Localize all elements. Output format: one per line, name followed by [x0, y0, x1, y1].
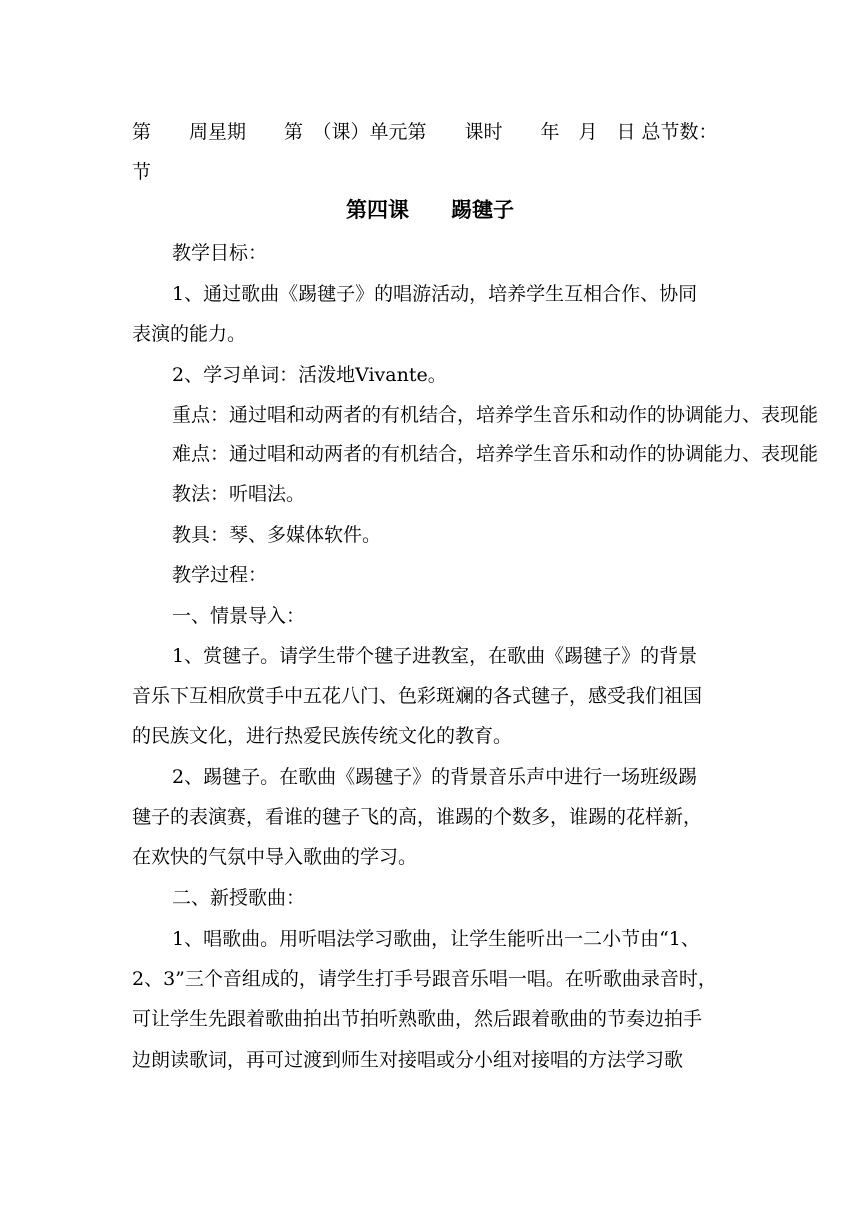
lesson-header-continued: 节 [132, 161, 152, 183]
section-1-paragraph-1-line-3: 的民族文化，进行热爱民族传统文化的教育。 [132, 725, 513, 747]
difficulty: 难点：通过唱和动两者的有机结合，培养学生音乐和动作的协调能力、表现能 [172, 443, 819, 465]
teaching-tools: 教具：琴、多媒体软件。 [172, 524, 382, 546]
section-2-paragraph-1-line-4: 边朗读歌词，再可过渡到师生对接唱或分小组对接唱的方法学习歌 [132, 1049, 684, 1071]
goals-heading: 教学目标： [172, 242, 268, 264]
key-point: 重点：通过唱和动两者的有机结合，培养学生音乐和动作的协调能力、表现能 [172, 404, 819, 426]
goal-1-line-1: 1、通过歌曲《踢毽子》的唱游活动，培养学生互相合作、协同 [172, 283, 698, 305]
goal-1-line-2: 表演的能力。 [132, 323, 247, 345]
goal-2: 2、学习单词：活泼地Vivante。 [172, 364, 447, 386]
lesson-title: 第四课 踢毽子 [346, 198, 514, 222]
section-1-paragraph-1-line-2: 音乐下互相欣赏手中五花八门、色彩斑斓的各式毽子，感受我们祖国 [132, 685, 703, 707]
teaching-method: 教法：听唱法。 [172, 483, 306, 505]
section-1-paragraph-2-line-1: 2、踢毽子。在歌曲《踢毽子》的背景音乐声中进行一场班级踢 [172, 766, 698, 788]
section-2-heading: 二、新授歌曲： [172, 887, 306, 909]
section-1-paragraph-1-line-1: 1、赏毽子。请学生带个毽子进教室，在歌曲《踢毽子》的背景 [172, 645, 698, 667]
section-2-paragraph-1-line-1: 1、唱歌曲。用听唱法学习歌曲，让学生能听出一二小节由“1、 [172, 928, 700, 950]
lesson-header: 第 周星期 第 （课）单元第 课时 年 月 日 总节数： [132, 121, 718, 143]
section-1-paragraph-2-line-2: 毽子的表演赛，看谁的毽子飞的高，谁踢的个数多，谁踢的花样新， [132, 806, 703, 828]
section-1-heading: 一、情景导入： [172, 605, 306, 627]
process-heading: 教学过程： [172, 564, 268, 586]
section-2-paragraph-1-line-3: 可让学生先跟着歌曲拍出节拍听熟歌曲，然后跟着歌曲的节奏边拍手 [132, 1008, 703, 1030]
section-1-paragraph-2-line-3: 在欢快的气氛中导入歌曲的学习。 [132, 846, 418, 868]
section-2-paragraph-1-line-2: 2、3”三个音组成的，请学生打手号跟音乐唱一唱。在听歌曲录音时， [132, 968, 717, 990]
